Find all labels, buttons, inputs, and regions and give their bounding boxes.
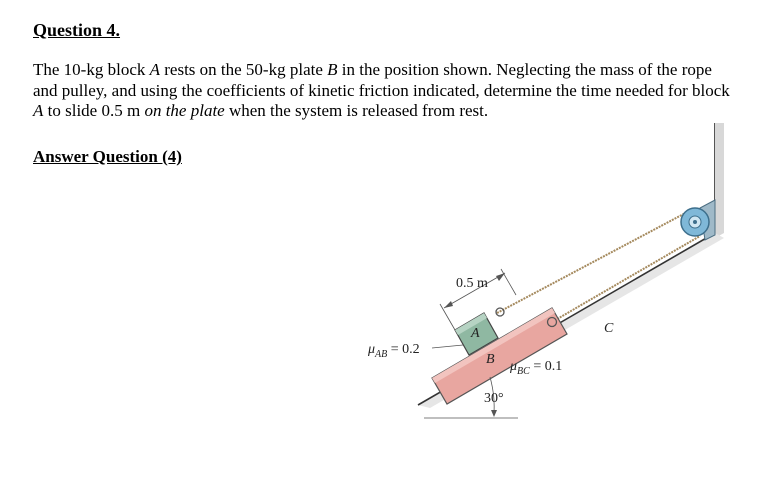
rope-lower <box>552 236 700 322</box>
mu-bc-label: $\mu_{BC} = 0.1$ <box>510 359 563 377</box>
dimension-label: 0.5 m <box>456 276 488 291</box>
mu-ab-label: $\mu_{AB} = 0.2$ <box>368 342 420 360</box>
dim-arrow-2 <box>496 273 505 281</box>
angle-arrow <box>491 410 497 417</box>
plate-b-label: B <box>486 352 495 367</box>
block-a-label: A <box>471 326 480 341</box>
text-italic: A <box>33 101 44 120</box>
mu-ab-value: 0.2 <box>402 342 420 357</box>
mu-ab-leader <box>432 345 463 348</box>
dim-arrow-1 <box>444 301 453 308</box>
question-title: Question 4. <box>33 20 121 40</box>
dim-ext-1 <box>440 304 455 330</box>
point-c-label: C <box>604 321 614 336</box>
dim-ext-2 <box>501 269 516 295</box>
mu-bc-value: 0.1 <box>544 359 563 374</box>
text-part: to slide 0.5 m <box>43 101 145 120</box>
answer-heading: Answer Question (4) <box>33 147 182 166</box>
wall-shade <box>715 123 724 238</box>
text-part: rests on the 50-kg plate <box>160 60 328 79</box>
text-italic: B <box>327 60 338 79</box>
text-part: in the position shown. Neglecting the mass of the rope and pulley, and using the coefficients of kinetic friction indicated, determine the time needed for block <box>33 60 730 100</box>
text-italic: A <box>149 60 160 79</box>
text-part: when the system is released from rest. <box>224 101 489 120</box>
pulley-pin <box>693 220 697 224</box>
text-italic: on the plate <box>144 101 225 120</box>
plate-b <box>432 308 567 404</box>
angle-label: 30° <box>484 391 504 406</box>
text-part: The 10-kg block <box>33 60 150 79</box>
